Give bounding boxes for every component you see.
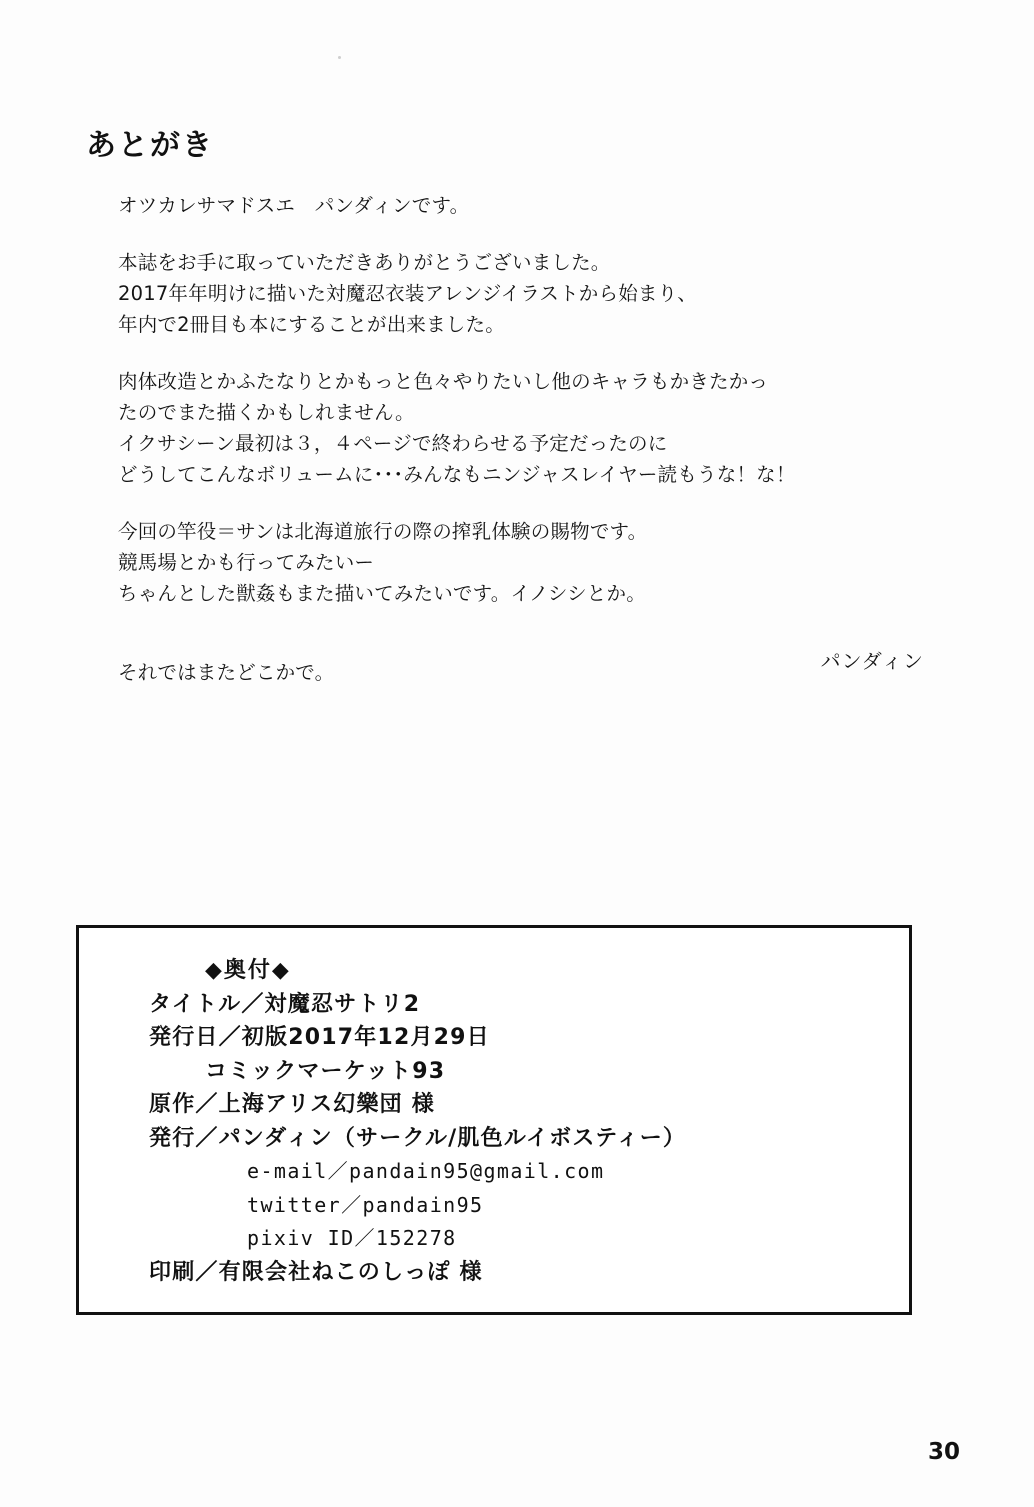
afterword-line: ちゃんとした獣姦もまた描いてみたいです。イノシシとか。 [118,582,646,605]
afterword-paragraph [118,366,958,490]
colophon-content [149,954,889,1289]
page-number: 30 [927,1439,960,1465]
page-title: あとがき [86,128,214,163]
colophon-row-twitter: twitter／pandain95 [247,1192,484,1217]
afterword-paragraph [118,516,958,609]
colophon-box [76,925,912,1315]
afterword-paragraph [118,190,958,221]
afterword-line: 2017年年明けに描いた対魔忍衣装アレンジイラストから始まり、 [118,282,698,305]
afterword-line: 年内で2冊目も本にすることが出来ました。 [118,313,505,336]
afterword-line: イクサシーン最初は３，４ページで終わらせる予定だったのに [118,432,668,455]
afterword-paragraph [118,247,958,340]
scan-speck [338,56,341,59]
colophon-row-original-work: 原作／上海アリス幻樂団 様 [149,1092,435,1117]
colophon-row-email: e-mail／pandain95@gmail.com [247,1159,605,1183]
afterword-line: 本誌をお手に取っていただきありがとうございました。 [118,251,611,274]
colophon-row-event: コミックマーケット93 [205,1058,446,1084]
afterword-line: たのでまた描くかもしれません。 [118,401,415,424]
colophon-row-printer: 印刷／有限会社ねこのしっぽ 様 [149,1259,483,1285]
afterword-body [118,190,958,714]
afterword-line: オツカレサマドスエ パンダィンです。 [118,194,470,217]
colophon-row-publisher: 発行／パンダィン（サークル/肌色ルイボスティー） [149,1125,687,1151]
colophon-heading: ◆奥付◆ [205,958,291,983]
afterword-line: それではまたどこかで。 [118,661,335,684]
author-signature: パンダィン [820,649,924,673]
colophon-row-title: タイトル／対魔忍サトリ2 [149,991,421,1017]
colophon-row-publish-date: 発行日／初版2017年12月29日 [149,1025,490,1050]
afterword-line: 今回の竿役＝サンは北海道旅行の際の搾乳体験の賜物です。 [118,520,648,543]
afterword-line: どうしてこんなボリュームに･･･みんなもニンジャスレイヤー読もうな！な！ [118,463,796,486]
afterword-line: 競馬場とかも行ってみたいー [118,551,375,574]
colophon-row-pixiv-id: pixiv ID／152278 [247,1226,457,1250]
afterword-line: 肉体改造とかふたなりとかもっと色々やりたいし他のキャラもかきたかっ [118,370,769,393]
